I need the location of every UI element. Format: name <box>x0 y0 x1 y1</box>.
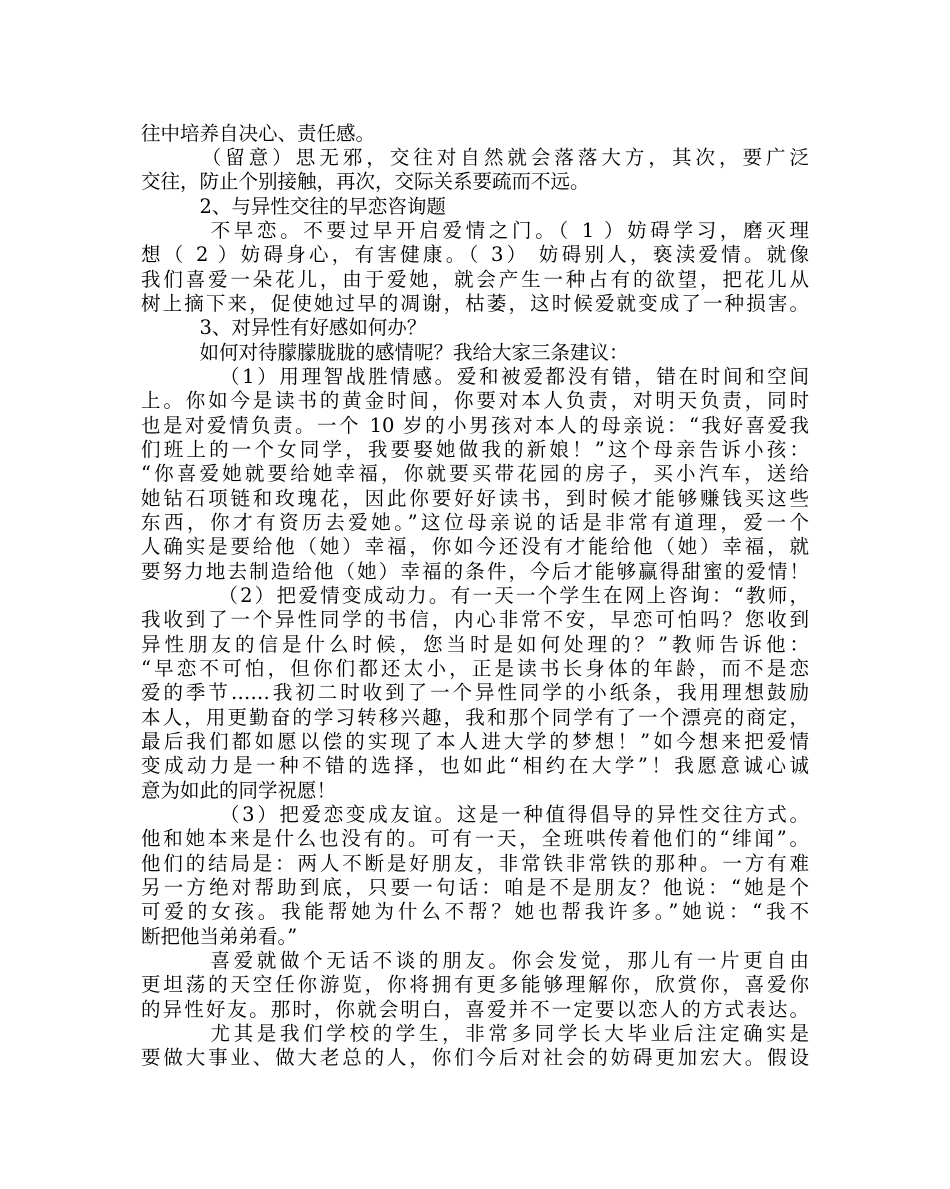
text-line: “你喜爱她就要给她幸福，你就要买带花园的房子，买小汽车，送给 <box>141 462 809 485</box>
text-line: 交往，防止个别接触，再次，交际关系要疏而不远。 <box>141 170 590 193</box>
text-line: 本人，用更勤奋的学习转移兴趣，我和那个同学有了一个漂亮的商定， <box>141 706 809 729</box>
text-line: 爱的季节……我初二时收到了一个异性同学的小纸条，我用理想鼓励 <box>141 681 809 704</box>
text-line: 想（ 2 ）妨碍身心，有害健康。（ 3） 妨碍别人，亵渎爱情。就像 <box>141 243 809 266</box>
text-line: 往中培养自决心、责任感。 <box>141 122 376 145</box>
text-line: （1）用理智战胜情感。爱和被爱都没有错，错在时间和空间 <box>141 365 809 388</box>
text-line: 可爱的女孩。我能帮她为什么不帮？她也帮我许多。”她说：“我不 <box>141 900 809 923</box>
text-line: （3）把爱恋变成友谊。这是一种值得倡导的异性交往方式。 <box>141 803 809 826</box>
text-line: “早恋不可怕，但你们都还太小，正是读书长身体的年龄，而不是恋 <box>141 657 809 680</box>
text-line: 的异性好友。那时，你就会明白，喜爱并不一定要以恋人的方式表达。 <box>141 998 809 1021</box>
text-line: 另一方绝对帮助到底，只要一句话：咱是不是朋友？他说：“她是个 <box>141 876 809 899</box>
text-line: 最后我们都如愿以偿的实现了本人进大学的梦想！”如今想来把爱情 <box>141 730 809 753</box>
text-line: 他和她本来是什么也没有的。可有一天，全班哄传着他们的“绯闻”。 <box>141 827 809 850</box>
text-line: 我们喜爱一朵花儿，由于爱她，就会产生一种占有的欲望，把花儿从 <box>141 268 809 291</box>
text-line: （2）把爱情变成动力。有一天一个学生在网上咨询：“教师， <box>141 584 809 607</box>
text-line: 他们的结局是：两人不断是好朋友，非常铁非常铁的那种。一方有难 <box>141 852 809 875</box>
text-line: 2、与异性交往的早恋咨询题 <box>141 195 446 218</box>
text-line: 不早恋。不要过早开启爱情之门。（ 1 ）妨碍学习，磨灭理 <box>141 219 809 242</box>
text-line: 们班上的一个女同学，我要娶她做我的新娘！”这个母亲告诉小孩： <box>141 438 809 461</box>
text-line: （留意）思无邪，交往对自然就会落落大方，其次，要广泛 <box>141 146 809 169</box>
text-line: 意为如此的同学祝愿！ <box>141 779 337 802</box>
text-line: 人确实是要给他（她）幸福，你如今还没有才能给他（她）幸福，就 <box>141 535 809 558</box>
text-line: 东西，你才有资历去爱她。”这位母亲说的话是非常有道理，爱一个 <box>141 511 809 534</box>
text-line: 喜爱就做个无话不谈的朋友。你会发觉，那儿有一片更自由 <box>141 949 809 972</box>
text-line: 如何对待朦朦胧胧的感情呢？我给大家三条建议： <box>141 341 629 364</box>
text-line: 也是对爱情负责。一个 10 岁的小男孩对本人的母亲说：“我好喜爱我 <box>141 414 809 437</box>
text-line: 尤其是我们学校的学生，非常多同学长大毕业后注定确实是 <box>141 1022 809 1045</box>
text-line: 断把他当弟弟看。” <box>141 925 298 948</box>
text-line: 我收到了一个异性同学的书信，内心非常不安，早恋可怕吗？您收到 <box>141 608 809 631</box>
text-line: 上。你如今是读书的黄金时间，你要对本人负责，对明天负责，同时 <box>141 389 809 412</box>
text-line: 树上摘下来，促使她过早的凋谢，枯萎，这时候爱就变成了一种损害。 <box>141 292 809 315</box>
text-line: 她钻石项链和玫瑰花，因此你要好好读书，到时候才能够赚钱买这些 <box>141 487 809 510</box>
text-line: 3、对异性有好感如何办？ <box>141 316 427 339</box>
text-line: 更坦荡的天空任你游览，你将拥有更多能够理解你，欣赏你，喜爱你 <box>141 973 809 996</box>
text-line: 变成动力是一种不错的选择，也如此“相约在大学”！我愿意诚心诚 <box>141 754 809 777</box>
text-line: 异性朋友的信是什么时候，您当时是如何处理的？”教师告诉他： <box>141 633 809 656</box>
text-line: 要做大事业、做大老总的人，你们今后对社会的妨碍更加宏大。假设 <box>141 1046 809 1069</box>
text-line: 要努力地去制造给他（她）幸福的条件，今后才能够赢得甜蜜的爱情！ <box>141 560 809 583</box>
